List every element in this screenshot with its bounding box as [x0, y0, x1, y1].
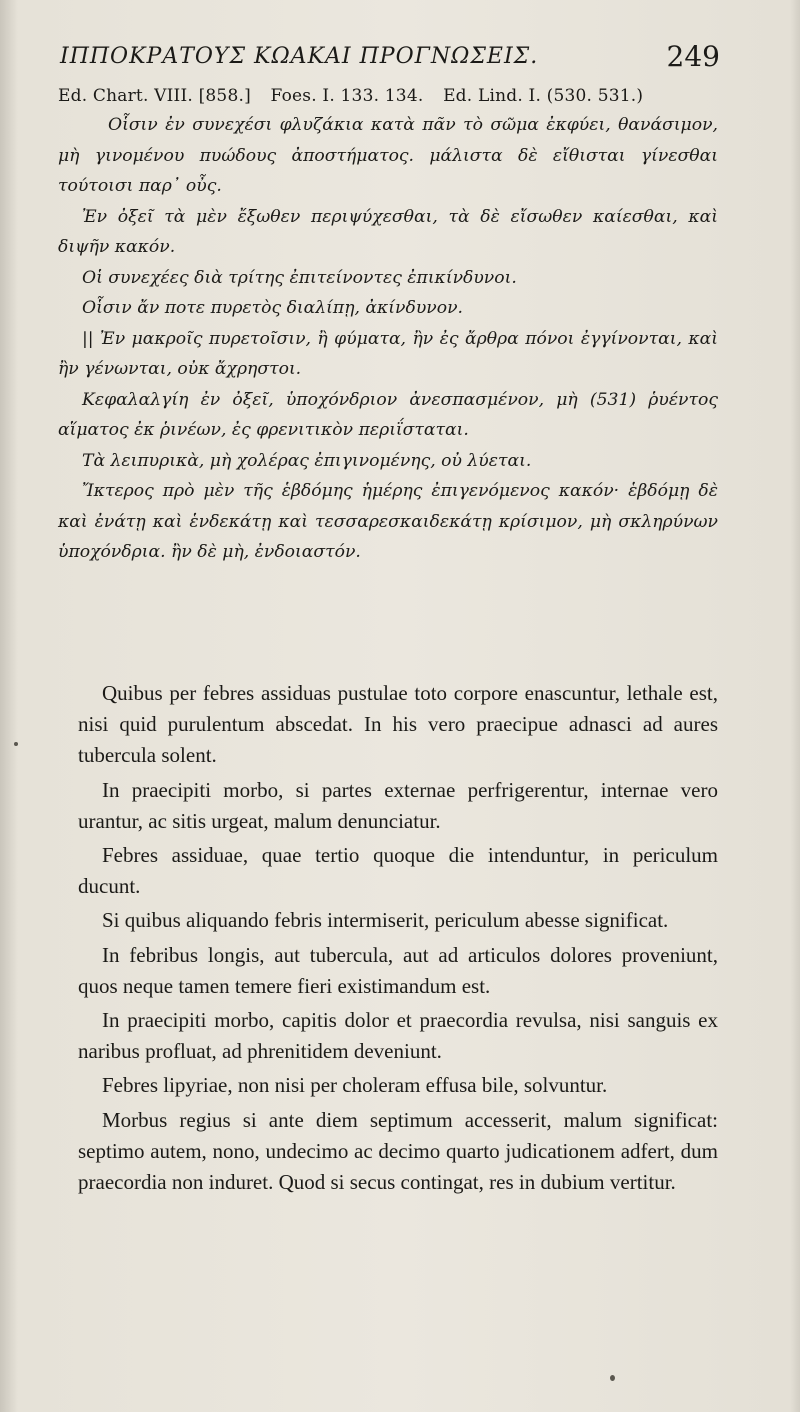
greek-paragraph: Οἷσιν ἐν συνεχέσι φλυζάκια κατὰ πᾶν τὸ σῶμα ἐκφύει, θανάσιμον, μὴ γινομένου πυώδους ἀποστήματος. μάλιστα δὲ εἴθισται γίνεσθαι τούτοισι παρ᾽ οὖς.	[58, 115, 718, 196]
greek-paragraph: Τὰ λειπυρικὰ, μὴ χολέρας ἐπιγινομένης, οὐ λύεται.	[82, 450, 532, 471]
greek-text	[58, 110, 718, 568]
latin-paragraph: Febres lipyriae, non nisi per choleram effusa bile, solvuntur.	[102, 1073, 608, 1098]
greek-paragraph: || Ἐν μακροῖς πυρετοῖσιν, ἢ φύματα, ἢν ἐς ἄρθρα πόνοι ἐγγίνονται, καὶ ἢν γένωνται, οὐκ ἄχρηστοι.	[58, 328, 718, 379]
latin-paragraph: In praecipiti morbo, capitis dolor et praecordia revulsa, nisi sanguis ex naribus profluat, ad phrenitidem deveniunt.	[78, 1008, 718, 1064]
ink-speck	[14, 742, 18, 746]
ink-speck	[610, 1375, 615, 1381]
latin-translation	[78, 678, 718, 1201]
greek-paragraph: Οἷσιν ἄν ποτε πυρετὸς διαλίπῃ, ἀκίνδυνον.	[82, 298, 464, 318]
greek-paragraph: Κεφαλαλγίη ἐν ὀξεῖ, ὑποχόνδριον ἀνεσπασμένον, μὴ (531) ῥυέντος αἵματος ἐκ ῥινέων, ἐς φρενιτικὸν περιΐσταται.	[58, 389, 718, 440]
edition-foes: Foes. I. 133. 134.	[270, 86, 424, 106]
running-header	[60, 40, 720, 80]
greek-paragraph: Οἱ συνεχέες διὰ τρίτης ἐπιτείνοντες ἐπικίνδυνοι.	[82, 267, 517, 288]
edition-chart: Ed. Chart. VIII. [858.]	[58, 86, 251, 106]
edition-references	[58, 86, 657, 106]
running-title: ΙΠΠΟΚΡΑΤΟΥΣ ΚΩΑΚΑΙ ΠΡΟΓΝΩΣΕΙΣ.	[60, 44, 539, 69]
latin-paragraph: In praecipiti morbo, si partes externae perfrigerentur, internae vero urantur, ac sitis urgeat, malum denunciatur.	[78, 777, 718, 833]
latin-paragraph: Si quibus aliquando febris intermiserit, periculum abesse significat.	[102, 908, 669, 933]
edition-lind: Ed. Lind. I. (530. 531.)	[443, 86, 644, 106]
page-number: 249	[666, 40, 720, 73]
latin-paragraph: Febres assiduae, quae tertio quoque die intenduntur, in periculum ducunt.	[78, 843, 718, 899]
latin-paragraph: In febribus longis, aut tubercula, aut ad articulos dolores proveniunt, quos neque tamen temere fieri existimandum est.	[78, 942, 718, 998]
latin-paragraph: Morbus regius si ante diem septimum accesserit, malum significat: septimo autem, nono, undecimo ac decimo quarto judicationem adfert, dum praecordia non induret. Quod si secus contingat, res in dubium vertitur.	[78, 1107, 718, 1195]
greek-paragraph: Ἴκτερος πρὸ μὲν τῆς ἑβδόμης ἡμέρης ἐπιγενόμενος κακόν· ἑβδόμῃ δὲ καὶ ἐνάτῃ καὶ ἑνδεκάτῃ καὶ τεσσαρεσκαιδεκάτῃ κρίσιμον, μὴ σκληρύνων ὑποχόνδρια. ἢν δὲ μὴ, ἐνδοιαστόν.	[58, 481, 718, 562]
greek-paragraph: Ἐν ὀξεῖ τὰ μὲν ἔξωθεν περιψύχεσθαι, τὰ δὲ εἴσωθεν καίεσθαι, καὶ διψῆν κακόν.	[58, 206, 718, 257]
latin-paragraph: Quibus per febres assiduas pustulae toto corpore enascuntur, lethale est, nisi quid purulentum abscedat. In his vero praecipue adnasci ad aures tubercula solent.	[78, 681, 718, 768]
